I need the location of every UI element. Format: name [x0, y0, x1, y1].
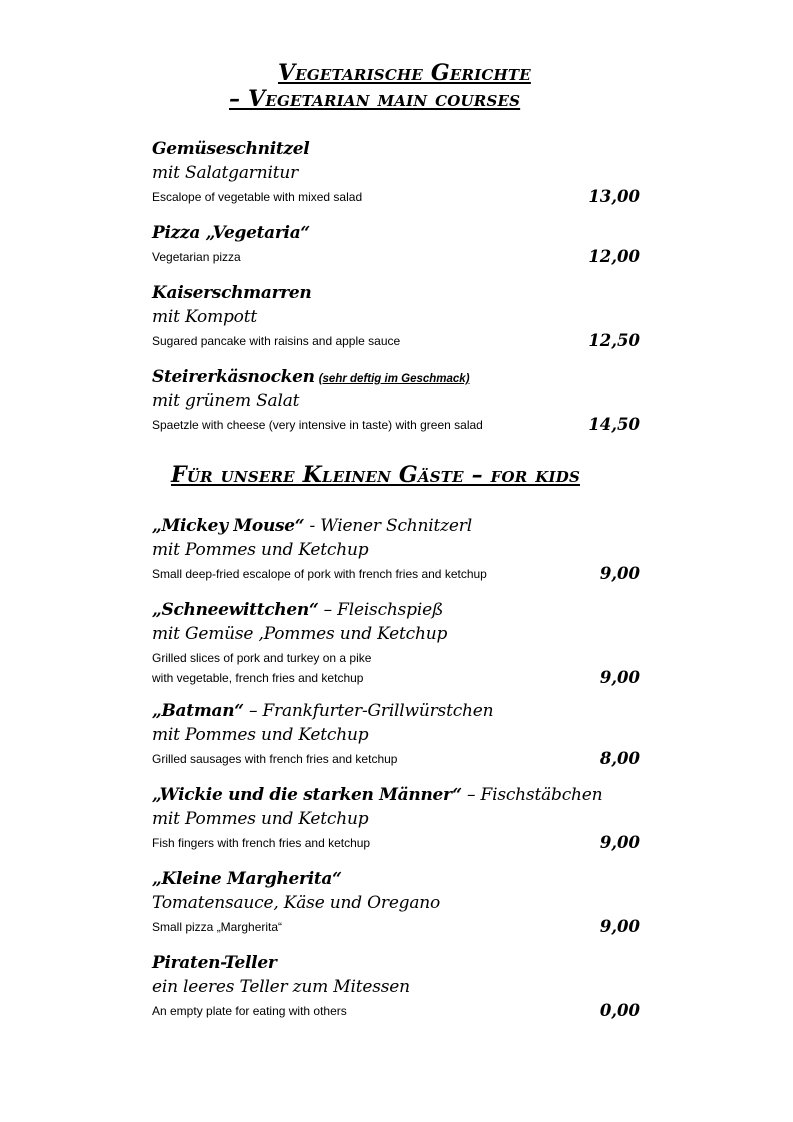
dish-description: – Frankfurter-Grillwürstchen [243, 701, 494, 721]
dish-english: Fish fingers with french fries and ketchup [152, 836, 371, 850]
dish-subtitle: mit Pommes und Ketchup [152, 809, 369, 829]
dish-subtitle: mit Pommes und Ketchup [152, 725, 369, 745]
vegetarian-heading-line2: – Vegetarian main courses [229, 86, 521, 112]
dish-description: - Wiener Schnitzerl [304, 516, 472, 536]
dish-price: 9,00 [599, 668, 640, 687]
dish-price: 8,00 [599, 749, 640, 768]
dish-name: Gemüseschnitzel [152, 139, 310, 159]
dish-price: 12,50 [588, 331, 640, 350]
dish-english: Small pizza „Margherita“ [152, 920, 283, 934]
vegetarian-heading-line1: Vegetarische Gerichte [278, 60, 531, 86]
dish-english: Sugared pancake with raisins and apple sauce [152, 334, 401, 348]
menu-item-schneewittchen [152, 600, 640, 688]
menu-item-kaiserschmarren [152, 283, 640, 351]
menu-item-gemueseschnitzel [152, 139, 640, 207]
menu-item-steirerkaesnocken [152, 367, 640, 435]
dish-description: – Fleischspieß [318, 600, 444, 620]
dish-price: 0,00 [599, 1001, 640, 1020]
dish-subtitle: mit Kompott [152, 307, 257, 327]
dish-price: 12,00 [588, 247, 640, 266]
dish-price: 14,50 [588, 415, 640, 434]
menu-item-kleine-margherita [152, 869, 640, 937]
dish-name: Piraten-Teller [152, 953, 277, 973]
dish-name: „Wickie und die starken Männer“ [152, 785, 462, 805]
dish-english-line2: with vegetable, french fries and ketchup [152, 671, 364, 685]
menu-item-mickey-mouse [152, 516, 640, 584]
menu-item-piraten-teller [152, 953, 640, 1021]
dish-note: (sehr deftig im Geschmack) [318, 373, 470, 385]
dish-english: Small deep-fried escalope of pork with french fries and ketchup [152, 567, 487, 581]
dish-english: An empty plate for eating with others [152, 1004, 347, 1018]
dish-price: 9,00 [599, 833, 640, 852]
dish-name: „Mickey Mouse“ [152, 516, 305, 536]
dish-english: Grilled slices of pork and turkey on a pike [152, 651, 372, 665]
dish-price: 13,00 [588, 187, 640, 206]
dish-english: Grilled sausages with french fries and ketchup [152, 752, 398, 766]
dish-subtitle: mit grünem Salat [152, 391, 300, 411]
dish-price: 9,00 [599, 917, 640, 936]
dish-subtitle: Tomatensauce, Käse und Oregano [152, 893, 441, 913]
dish-description: – Fischstäbchen [461, 785, 603, 805]
dish-name: Steirerkäsnocken [152, 367, 315, 387]
dish-subtitle: mit Gemüse ,Pommes und Ketchup [152, 624, 448, 644]
dish-subtitle: mit Salatgarnitur [152, 163, 299, 183]
kids-heading: Für unsere Kleinen Gäste – for kids [171, 462, 580, 488]
menu-item-batman [152, 701, 640, 769]
menu-item-pizza-vegetaria [152, 223, 640, 267]
dish-name: „Kleine Margherita“ [152, 869, 342, 889]
menu-item-wickie [152, 785, 640, 853]
dish-name: Pizza „Vegetaria“ [152, 223, 310, 243]
dish-name: Kaiserschmarren [152, 283, 312, 303]
dish-english: Escalope of vegetable with mixed salad [152, 190, 363, 204]
dish-subtitle: mit Pommes und Ketchup [152, 540, 369, 560]
dish-english: Vegetarian pizza [152, 250, 241, 264]
dish-name: „Schneewittchen“ [152, 600, 319, 620]
dish-subtitle: ein leeres Teller zum Mitessen [152, 977, 410, 997]
dish-english: Spaetzle with cheese (very intensive in taste) with green salad [152, 418, 483, 432]
dish-price: 9,00 [599, 564, 640, 583]
dish-name: „Batman“ [152, 701, 244, 721]
